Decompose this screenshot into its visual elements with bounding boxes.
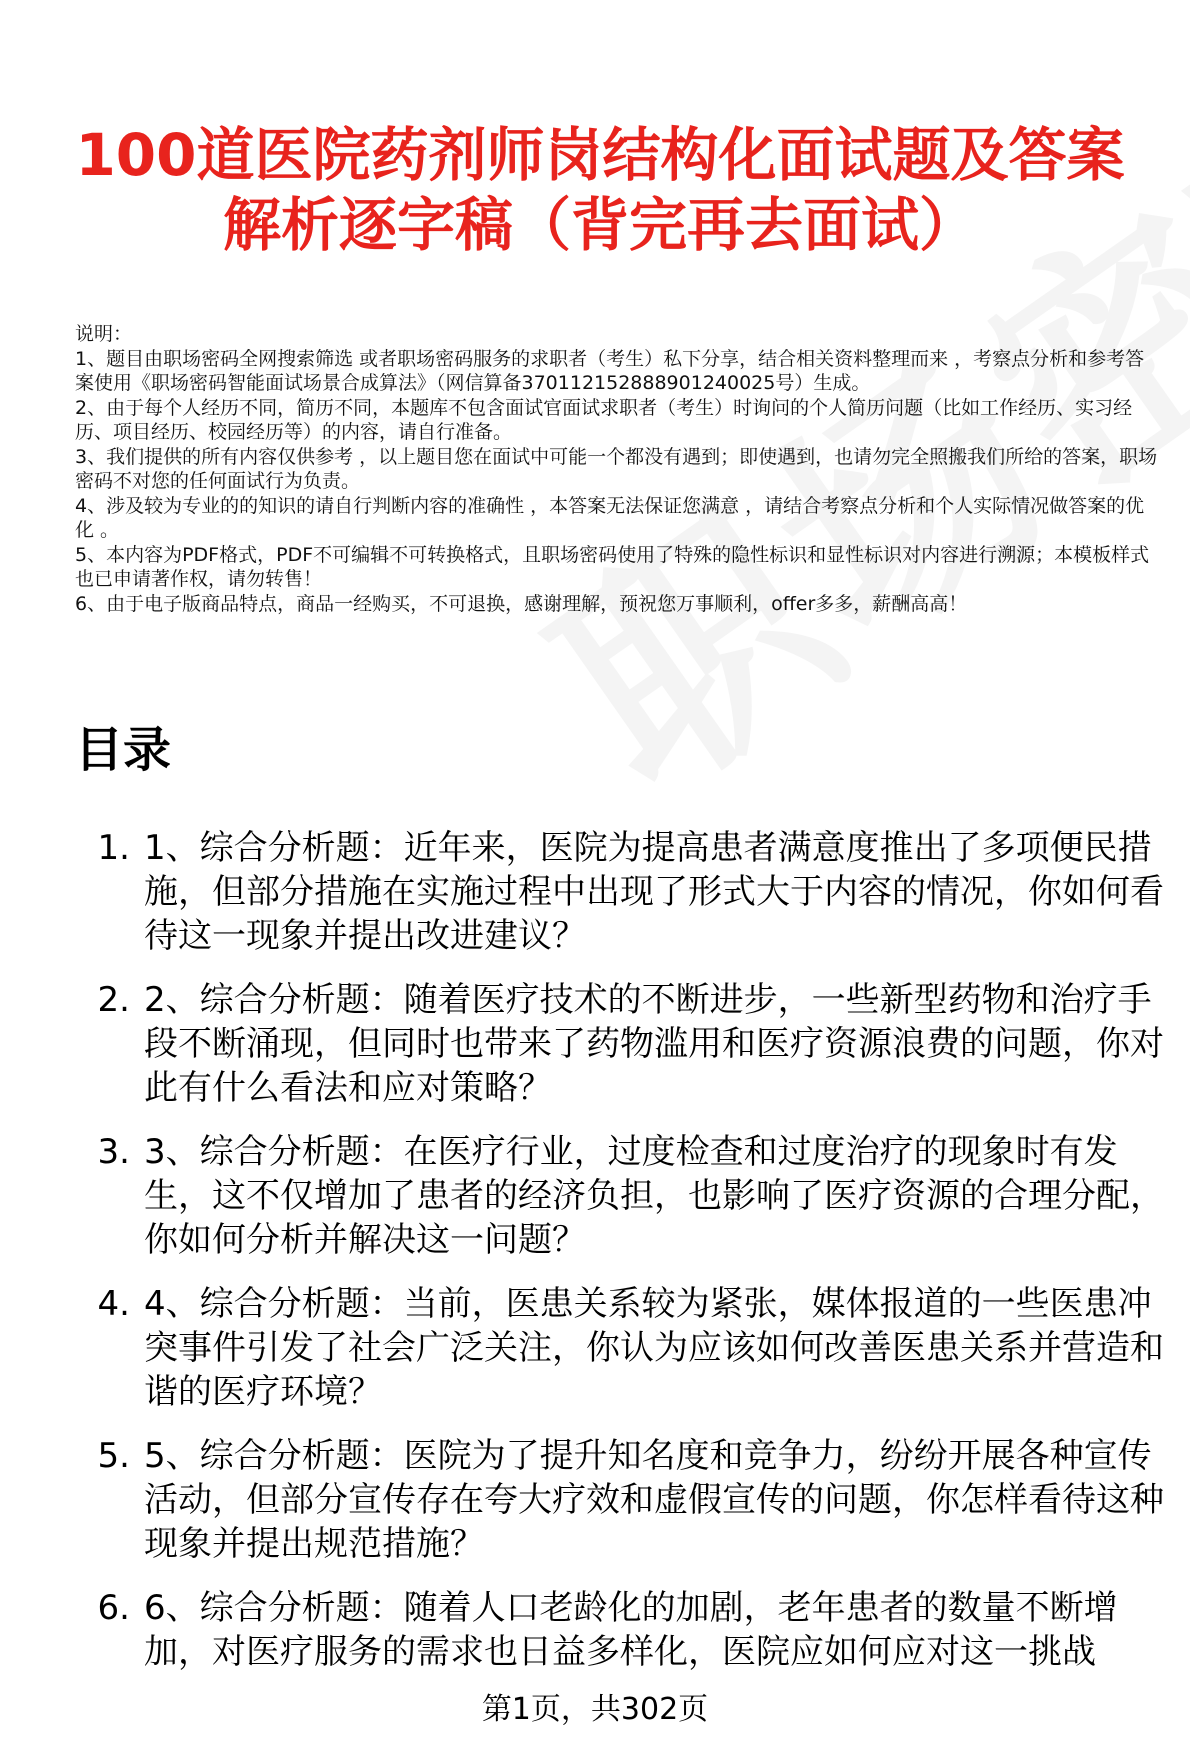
notes-heading: 说明：: [75, 323, 133, 345]
note-item: 5、本内容为PDF格式，PDF不可编辑不可转换格式，且职场密码使用了特殊的隐性标识和显性标识对内容进行溯源；本模板样式也已申请著作权，请勿转售！: [75, 543, 1150, 590]
page-footer: 第1页，共302页: [481, 1692, 709, 1727]
toc-item-number: 3.: [97, 1132, 130, 1172]
toc-item[interactable]: [75, 1586, 1170, 1674]
toc-item[interactable]: [75, 1434, 1170, 1566]
toc-item-text[interactable]: 3、综合分析题：在医疗行业，过度检查和过度治疗的现象时有发生，这不仅增加了患者的经济负担，也影响了医疗资源的合理分配，你如何分析并解决这一问题？: [144, 1132, 1164, 1260]
toc-item-text[interactable]: 5、综合分析题：医院为了提升知名度和竞争力，纷纷开展各种宣传活动，但部分宣传存在夸大疗效和虚假宣传的问题，你怎样看待这种现象并提出规范措施？: [144, 1436, 1164, 1564]
toc-item-text[interactable]: 2、综合分析题：随着医疗技术的不断进步，一些新型药物和治疗手段不断涌现，但同时也带来了药物滥用和医疗资源浪费的问题，你对此有什么看法和应对策略？: [144, 980, 1164, 1108]
toc-item[interactable]: [75, 978, 1170, 1110]
toc-item-number: 6.: [97, 1588, 130, 1628]
note-item: 1、题目由职场密码全网搜索筛选 或者职场密码服务的求职者（考生）私下分享，结合相关资料整理而来 ，考察点分析和参考答案使用《职场密码智能面试场景合成算法》（网信算备370112152888901240025号）生成。: [75, 347, 1145, 394]
note-item: 4、涉及较为专业的的知识的请自行判断内容的准确性 ，本答案无法保证您满意 ，请结合考察点分析和个人实际情况做答案的优化 。: [75, 494, 1145, 541]
toc-item[interactable]: [75, 1282, 1170, 1414]
note-item: 6、由于电子版商品特点，商品一经购买，不可退换，感谢理解，预祝您万事顺利，offer多多，薪酬高高！: [75, 592, 968, 615]
toc-item-number: 1.: [97, 828, 130, 868]
note-item: 2、由于每个人经历不同，简历不同，本题库不包含面试官面试求职者（考生）时询问的个人简历问题（比如工作经历、实习经历、项目经历、校园经历等）的内容，请自行准备。: [75, 396, 1133, 443]
notes-section: [75, 322, 1160, 616]
note-item: 3、我们提供的所有内容仅供参考 ，以上题目您在面试中可能一个都没有遇到；即使遇到，也请勿完全照搬我们所给的答案，职场密码不对您的任何面试行为负责。: [75, 445, 1158, 492]
toc-item-number: 5.: [97, 1436, 130, 1476]
toc-list: [75, 826, 1170, 1694]
toc-item-number: 2.: [97, 980, 130, 1020]
toc-heading: 目录: [75, 722, 172, 778]
toc-item-text[interactable]: 4、综合分析题：当前，医患关系较为紧张，媒体报道的一些医患冲突事件引发了社会广泛关注，你认为应该如何改善医患关系并营造和谐的医疗环境？: [144, 1284, 1164, 1412]
toc-item-text[interactable]: 1、综合分析题：近年来，医院为提高患者满意度推出了多项便民措施，但部分措施在实施过程中出现了形式大于内容的情况，你如何看待这一现象并提出改进建议？: [144, 828, 1164, 956]
document-title: 100道医院药剂师岗结构化面试题及答案解析逐字稿（背完再去面试）: [75, 121, 1125, 259]
toc-item[interactable]: [75, 1130, 1170, 1262]
toc-item[interactable]: [75, 826, 1170, 958]
toc-item-number: 4.: [97, 1284, 130, 1324]
toc-item-text[interactable]: 6、综合分析题：随着人口老龄化的加剧，老年患者的数量不断增加，对医疗服务的需求也日益多样化，医院应如何应对这一挑战: [144, 1588, 1118, 1672]
